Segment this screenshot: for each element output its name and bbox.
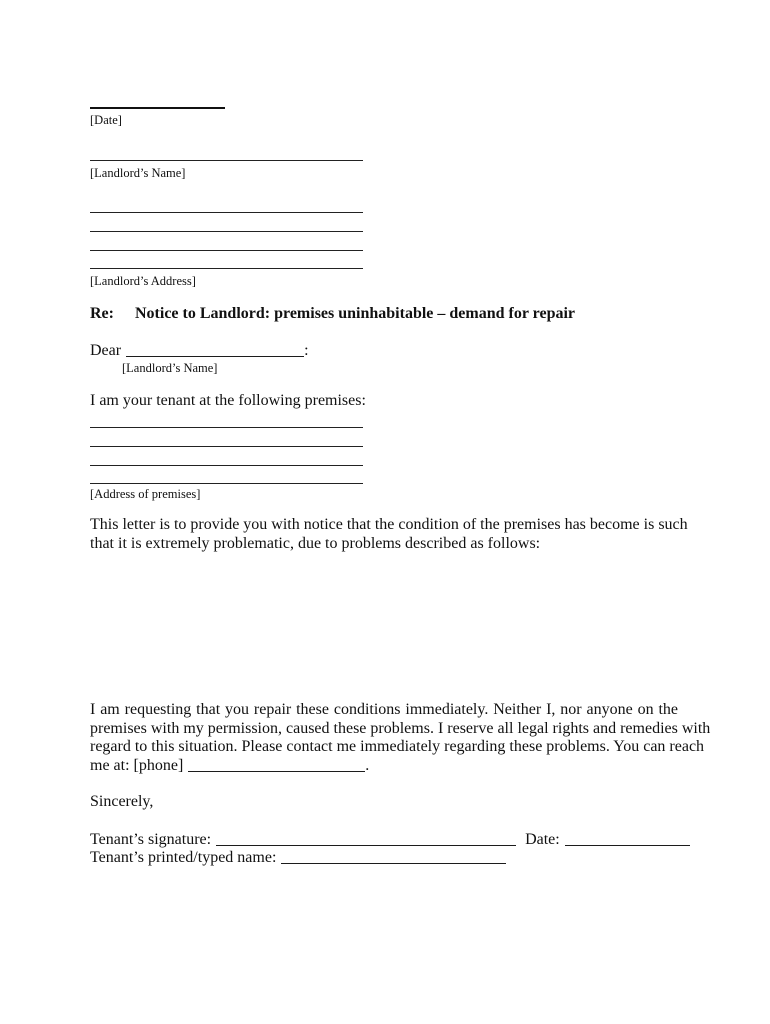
premises-address-blank-line xyxy=(90,427,363,428)
signature-blank-line xyxy=(216,833,516,846)
printed-name-blank-line xyxy=(281,851,506,864)
landlord-address-blank-line xyxy=(90,212,363,213)
subject-text: Notice to Landlord: premises uninhabitable – demand for repair xyxy=(135,305,576,322)
tenant-intro-line: I am your tenant at the following premises: xyxy=(90,392,366,409)
signature-label: Tenant’s signature: xyxy=(90,831,212,848)
landlord-name-blank-line xyxy=(90,160,363,161)
paragraph-line: This letter is to provide you with notice that the condition of the premises has become is such xyxy=(90,516,688,533)
paragraph-line xyxy=(90,757,678,776)
printed-name-label: Tenant’s printed/typed name: xyxy=(90,849,277,866)
phone-line-suffix: . xyxy=(365,757,370,775)
salutation-blank-line xyxy=(126,344,304,357)
landlord-address-blank-line xyxy=(90,231,363,232)
salutation-hint-label: [Landlord’s Name] xyxy=(122,361,218,375)
premises-address-blank-line xyxy=(90,483,363,484)
phone-blank-line xyxy=(188,759,365,772)
landlord-address-blank-line xyxy=(90,250,363,251)
paragraph-line: that it is extremely problematic, due to problems described as follows: xyxy=(90,534,541,552)
premises-address-blank-line xyxy=(90,465,363,466)
premises-placeholder-label: [Address of premises] xyxy=(90,487,201,501)
signature-date-blank-line xyxy=(565,833,690,846)
closing-line: Sincerely, xyxy=(90,793,154,810)
salutation-line xyxy=(90,341,309,360)
phone-line-prefix: me at: [phone] xyxy=(90,757,184,775)
date-blank-line xyxy=(90,107,225,109)
request-paragraph xyxy=(90,701,711,776)
salutation-prefix: Dear xyxy=(90,342,122,359)
landlord-name-placeholder-label: [Landlord’s Name] xyxy=(90,166,186,180)
landlord-address-blank-line xyxy=(90,268,363,269)
notice-paragraph xyxy=(90,516,688,553)
landlord-address-placeholder-label: [Landlord’s Address] xyxy=(90,274,196,288)
subject-line xyxy=(90,304,575,323)
salutation-suffix: : xyxy=(304,342,309,359)
premises-address-blank-line xyxy=(90,446,363,447)
paragraph-line: regard to this situation. Please contact me immediately regarding these problems. You can reach xyxy=(90,738,705,756)
signature-row xyxy=(90,830,690,849)
signature-date-label: Date: xyxy=(525,831,560,848)
paragraph-line: I am requesting that you repair these conditions immediately. Neither I, nor anyone on the xyxy=(90,701,678,718)
subject-prefix: Re: xyxy=(90,305,114,322)
printed-name-row xyxy=(90,848,506,867)
date-placeholder-label: [Date] xyxy=(90,113,122,127)
paragraph-line: premises with my permission, caused these problems. I reserve all legal rights and remedies with xyxy=(90,719,711,737)
